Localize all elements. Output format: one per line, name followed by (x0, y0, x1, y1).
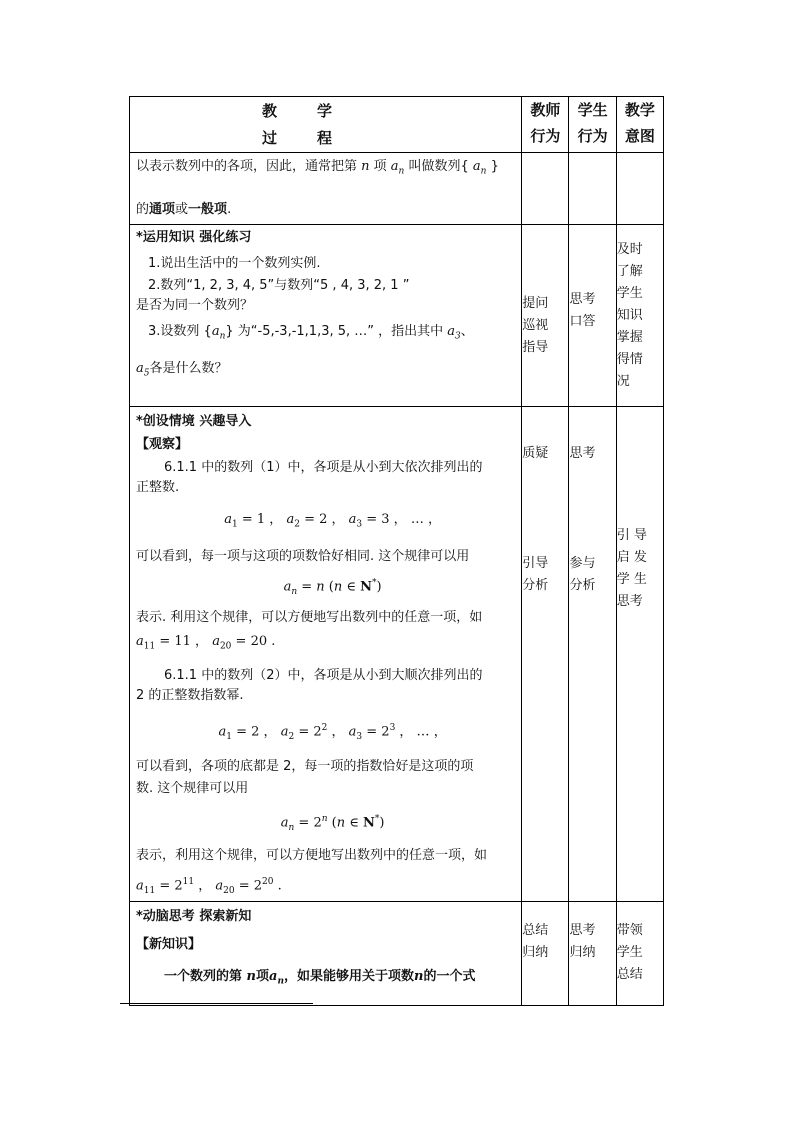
side-text: 引 导 (616, 528, 647, 543)
intent-practice (616, 225, 663, 407)
side-text: 思考 (616, 594, 643, 609)
text: . (227, 201, 232, 217)
general-term-line1 (130, 153, 521, 182)
header-text: 学生 (577, 101, 608, 119)
header-row (130, 97, 664, 153)
side-text: 质疑 (522, 446, 549, 461)
section-title: *运用知识 强化练习 (136, 230, 252, 245)
para-2: 可以看到，每一项与这项的项数恰好相同. 这个规律可以用 (136, 548, 470, 564)
side-text: 分析 (569, 578, 596, 593)
text: 3.设数列 { (148, 324, 212, 339)
math-var: n (414, 968, 424, 984)
side-text: 参与 (569, 556, 596, 571)
side-text: 归纳 (522, 944, 549, 960)
question-2-line1: 2.数列“1, 2, 3, 4, 5”与数列“5 , 4, 3, 2, 1 ” (148, 278, 410, 293)
math-var: a (136, 360, 144, 376)
header-text: 教学 (624, 101, 655, 119)
text: 或 (175, 201, 189, 217)
equation-2: $a_n = n$ (n ∈ N*) (283, 577, 382, 597)
observe-tag: 【观察】 (136, 437, 189, 452)
math-var: a (447, 324, 456, 339)
para-5-line1: 可以看到，各项的底都是 2，每一项的指数恰好是这项的项 (136, 759, 474, 775)
general-term-cell (130, 153, 522, 225)
header-teaching-intent (616, 97, 663, 153)
empty-cell (616, 153, 663, 225)
term-general-item: 一般项 (188, 201, 228, 217)
text: 的 (136, 201, 150, 217)
math-sub: n (398, 166, 405, 177)
header-char: 程 (317, 129, 333, 147)
side-text: 总结 (616, 966, 643, 982)
text: 叫做数列{ (404, 159, 473, 174)
equation-6: $a_{11} = 2^{11}$ ， $a_{20} = 2^{20}$ . (136, 876, 282, 896)
question-3-line2 (130, 347, 521, 384)
teacher-behavior-new (522, 901, 569, 1005)
text: 的一个式 (423, 968, 476, 984)
header-text: 行为 (577, 127, 608, 145)
side-text: 了解 (616, 264, 643, 279)
general-term-line2 (130, 182, 521, 220)
question-2-line2: 是否为同一个数列？ (136, 298, 254, 313)
header-char: 过 (262, 129, 278, 147)
header-char: 教 (262, 102, 278, 120)
equation-3: $a_{11} = 11$ ， $a_{20} = 20$ . (136, 633, 276, 652)
header-char: 学 (317, 102, 333, 120)
header-teacher-behavior (522, 97, 569, 153)
side-text: 分析 (522, 578, 549, 593)
text: 一个数列的第 (164, 968, 247, 984)
intent-observation (616, 407, 663, 902)
side-text: 启 发 (616, 550, 647, 565)
side-text: 总结 (522, 922, 549, 938)
equation-5: $a_n = 2^n$ (n ∈ N*) (280, 814, 385, 833)
side-text: 况 (616, 374, 630, 389)
teacher-behavior-observation (522, 407, 569, 902)
side-text: 提问 (522, 295, 549, 311)
header-student-behavior (569, 97, 616, 153)
question-3-line1 (130, 316, 521, 347)
term-general: 通项 (149, 201, 176, 217)
math-sub: n (480, 166, 487, 177)
row-new-knowledge (130, 901, 664, 1005)
side-text: 得情 (616, 352, 643, 367)
side-text: 及时 (616, 242, 643, 257)
row-observation (130, 407, 664, 902)
math-var: n (246, 968, 256, 984)
side-text: 口答 (569, 313, 596, 329)
side-text: 引导 (522, 556, 549, 571)
empty-cell (569, 153, 616, 225)
student-behavior-observation (569, 407, 616, 902)
side-text: 思考 (569, 291, 596, 307)
question-1: 1.说出生活中的一个数列实例. (148, 256, 321, 271)
side-text: 学 生 (616, 572, 647, 587)
side-text: 带领 (616, 922, 643, 938)
equation-4: $a_1 = 2$ ， $a_2 = 2^2$ ， $a_3 = 2^3$ ， … ， (218, 723, 447, 743)
lesson-plan-table (129, 96, 664, 1006)
side-text: 知识 (616, 308, 643, 323)
row-general-term (130, 153, 664, 225)
para-5-line2: 数. 这个规律可以用 (136, 781, 249, 797)
empty-cell (522, 153, 569, 225)
side-text: 归纳 (569, 944, 596, 960)
math-sub: 3 (455, 331, 461, 342)
math-var: a (390, 159, 399, 174)
practice-cell (130, 225, 522, 407)
text: ，如果能够用关于项数 (283, 968, 414, 984)
side-text: 指导 (522, 339, 549, 355)
equation-1: $a_1 = 1$ ， $a_2 = 2$ ， $a_3 = 3$ ， … ， (224, 512, 441, 530)
para-6: 表示，利用这个规律，可以方便地写出数列中的任意一项，如 (136, 847, 488, 863)
text: } 为“-5,-3,-1,1,3, 5, …” ，指出其中 (225, 324, 448, 339)
header-text: 意图 (624, 127, 655, 145)
student-behavior-practice (569, 225, 616, 407)
text: } (486, 159, 499, 174)
observation-cell (130, 407, 522, 902)
row-practice (130, 225, 664, 407)
para-4-line1: 6.1.1 中的数列（2）中，各项是从小到大顺次排列出的 (164, 668, 483, 684)
new-knowledge-text (130, 955, 521, 992)
side-text: 学生 (616, 286, 643, 301)
text: 以表示数列中的各项，因此，通常把第 (136, 159, 362, 174)
header-text: 行为 (530, 127, 561, 145)
math-sub: n (219, 331, 226, 342)
teacher-behavior-practice (522, 225, 569, 407)
math-var: a (269, 968, 278, 984)
math-var: a (472, 159, 481, 174)
intent-new (616, 901, 663, 1005)
footnote-separator (120, 1003, 313, 1004)
side-text: 掌握 (616, 330, 643, 345)
section-title: *创设情境 兴趣导入 (136, 414, 252, 429)
text: 各是什么数？ (149, 360, 228, 376)
header-text: 教师 (530, 101, 561, 119)
math-var: n (361, 159, 370, 174)
para-3: 表示. 利用这个规律，可以方便地写出数列中的任意一项，如 (136, 609, 483, 625)
text: 、 (460, 324, 474, 339)
side-text: 思考 (569, 446, 596, 461)
math-sub: 5 (143, 368, 150, 379)
para-4-line2: 2 的正整数指数幂. (136, 688, 244, 704)
math-var: a (211, 324, 220, 339)
side-text: 思考 (569, 922, 596, 938)
text: 项 (369, 159, 391, 174)
header-teaching-process (130, 97, 522, 153)
new-knowledge-cell (130, 901, 522, 1005)
math-sub: n (277, 976, 284, 987)
text: 项 (255, 968, 269, 984)
section-title: *动脑思考 探索新知 (136, 908, 252, 924)
para-1-line2: 正整数. (136, 480, 180, 495)
side-text: 学生 (616, 944, 643, 960)
student-behavior-new (569, 901, 616, 1005)
side-text: 巡视 (522, 317, 549, 333)
new-knowledge-tag: 【新知识】 (136, 936, 202, 952)
para-1-line1: 6.1.1 中的数列（1）中，各项是从小到大依次排列出的 (164, 460, 483, 475)
